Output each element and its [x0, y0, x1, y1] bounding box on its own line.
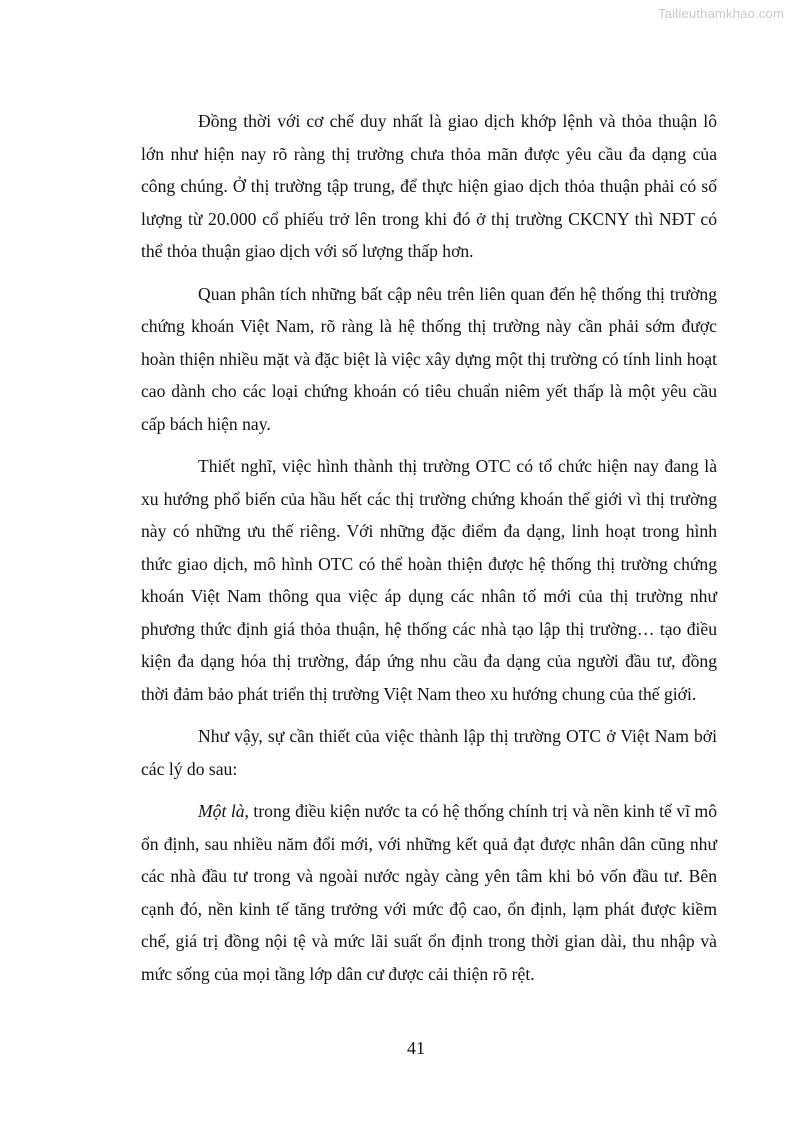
paragraph-4: Như vậy, sự cần thiết của việc thành lập thị trường OTC ở Việt Nam bởi các lý do sau:: [141, 726, 717, 779]
paragraph-5-italic-lead: Một là: [198, 801, 245, 821]
paragraph-5: [141, 795, 717, 990]
paragraph-1: Đồng thời với cơ chế duy nhất là giao dịch khớp lệnh và thỏa thuận lô lớn như hiện nay rõ ràng thị trường chưa thỏa mãn được yêu cầu đa dạng của công chúng. Ở thị trường tập trung, để thực hiện giao dịch thỏa thuận phải có số lượng từ 20.000 cổ phiếu trở lên trong khi đó ở thị trường CKCNY thì NĐT có thể thỏa thuận giao dịch với số lượng thấp hơn.: [141, 111, 717, 261]
paragraph-3: Thiết nghĩ, việc hình thành thị trường OTC có tổ chức hiện nay đang là xu hướng phổ biến của hầu hết các thị trường chứng khoán thế giới vì thị trường này có những ưu thế riêng. Với những đặc điểm đa dạng, linh hoạt trong hình thức giao dịch, mô hình OTC có thể hoàn thiện được hệ thống thị trường chứng khoán Việt Nam thông qua việc áp dụng các nhân tố mới của thị trường như phương thức định giá thỏa thuận, hệ thống các nhà tạo lập thị trường… tạo điều kiện đa dạng hóa thị trường, đáp ứng nhu cầu đa dạng của người đầu tư, đồng thời đảm bảo phát triển thị trường Việt Nam theo xu hướng chung của thế giới.: [141, 456, 717, 704]
document-body: [141, 105, 717, 1000]
paragraph-2: Quan phân tích những bất cập nêu trên liên quan đến hệ thống thị trường chứng khoán Việt Nam, rõ ràng là hệ thống thị trường này cần phải sớm được hoàn thiện nhiều mặt và đặc biệt là việc xây dựng một thị trường có tính linh hoạt cao dành cho các loại chứng khoán có tiêu chuẩn niêm yết thấp là một yêu cầu cấp bách hiện nay.: [141, 283, 717, 434]
page-number: 41: [407, 1038, 425, 1058]
paragraph-5-body: , trong điều kiện nước ta có hệ thống chính trị và nền kinh tế vĩ mô ổn định, sau nhiều năm đổi mới, với những kết quả đạt được nhân dân cũng như các nhà đầu tư trong và ngoài nước ngày càng yên tâm khi bỏ vốn đầu tư. Bên cạnh đó, nền kinh tế tăng trưởng với mức độ cao, ổn định, lạm phát được kiềm chế, giá trị đồng nội tệ và mức lãi suất ổn định trong thời gian dài, thu nhập và mức sống của mọi tầng lớp dân cư được cải thiện rõ rệt.: [141, 801, 717, 984]
watermark-text: Tailieuthamkhao.com: [658, 6, 784, 21]
